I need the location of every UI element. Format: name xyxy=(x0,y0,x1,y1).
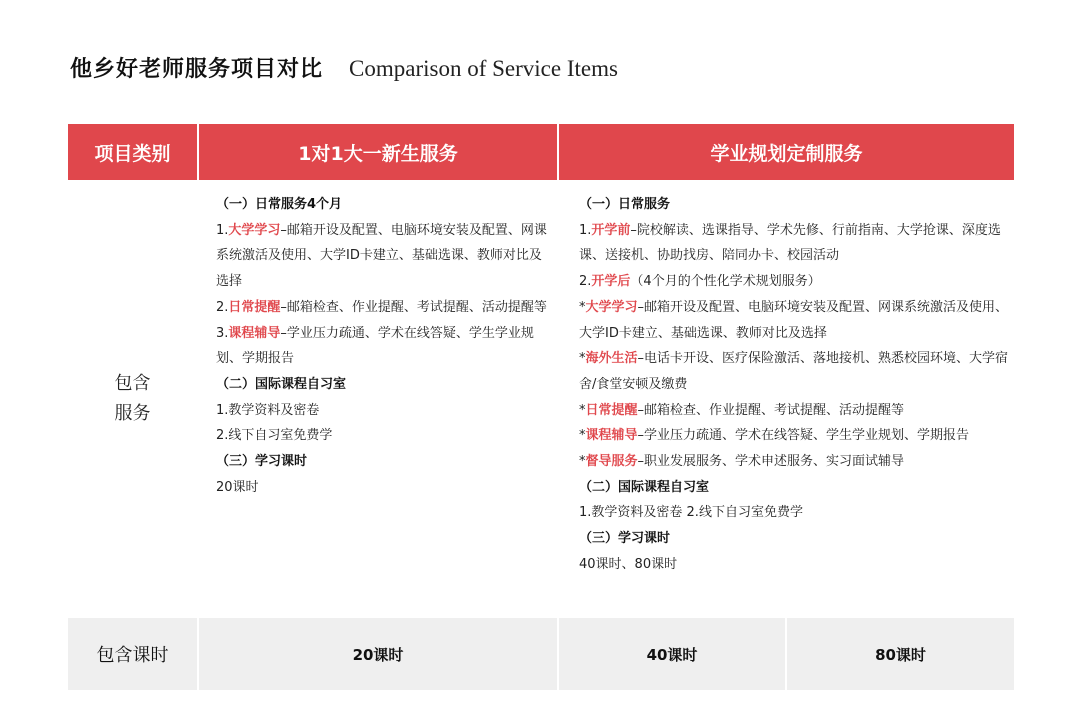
list-item: *日常提醒–邮箱检查、作业提醒、考试提醒、活动提醒等 xyxy=(579,402,905,418)
highlight-term: 督导服务 xyxy=(585,454,638,470)
highlight-term: 开学前 xyxy=(591,222,631,238)
highlight-term: 课程辅导 xyxy=(228,325,281,341)
section-title: （三）学习课时 xyxy=(579,531,671,547)
highlight-term: 日常提醒 xyxy=(228,299,281,315)
row-label-line2: 服务 xyxy=(114,403,151,424)
list-item: *大学学习–邮箱开设及配置、电脑环境安装及配置、网课系统激活及使用、大学ID卡建立、基础选课、教师对比及选择 xyxy=(579,299,1009,341)
list-item: 40课时、80课时 xyxy=(579,556,678,572)
header-service-b: 学业规划定制服务 xyxy=(559,124,1014,180)
service-b-content xyxy=(579,180,1009,578)
highlight-term: 开学后 xyxy=(591,274,631,290)
highlight-term: 海外生活 xyxy=(585,351,638,367)
footer-hours-a: 20课时 xyxy=(199,618,557,690)
service-a-content xyxy=(216,180,552,500)
row-label-line1: 包含 xyxy=(114,373,151,394)
footer-hours-c: 80课时 xyxy=(787,618,1014,690)
row-label-included-services xyxy=(68,180,197,618)
footer-hours-b: 40课时 xyxy=(559,618,785,690)
title-chinese: 他乡好老师服务项目对比 xyxy=(70,57,324,82)
list-item: 1.开学前–院校解读、选课指导、学术先修、行前指南、大学抢课、深度选课、送接机、协助找房、陪同办卡、校园活动 xyxy=(579,222,1001,264)
list-item: 1.大学学习–邮箱开设及配置、电脑环境安装及配置、网课系统激活及使用、大学ID卡建立、基础选课、教师对比及选择 xyxy=(216,222,547,290)
list-item: 2.日常提醒–邮箱检查、作业提醒、考试提醒、活动提醒等 xyxy=(216,299,547,315)
list-item: 1.教学资料及密卷 xyxy=(216,402,320,418)
highlight-term: 日常提醒 xyxy=(585,402,638,418)
list-item: 20课时 xyxy=(216,479,259,495)
list-item: 2.线下自习室免费学 xyxy=(216,428,333,444)
list-item: 3.课程辅导–学业压力疏通、学术在线答疑、学生学业规划、学期报告 xyxy=(216,325,534,367)
title-english: Comparison of Service Items xyxy=(349,56,618,81)
header-service-a: 1对1大一新生服务 xyxy=(199,124,557,180)
header-category: 项目类别 xyxy=(68,124,197,180)
page-title xyxy=(70,52,618,86)
section-title: （一）日常服务 xyxy=(579,197,671,212)
list-item: 2.开学后（4个月的个性化学术规划服务） xyxy=(579,274,821,290)
section-title: （二）国际课程自习室 xyxy=(579,479,710,495)
footer-label: 包含课时 xyxy=(68,618,197,690)
section-title: （一）日常服务4个月 xyxy=(216,197,343,212)
list-item: *督导服务–职业发展服务、学术申述服务、实习面试辅导 xyxy=(579,454,905,470)
highlight-term: 课程辅导 xyxy=(585,428,638,444)
list-item: *课程辅导–学业压力疏通、学术在线答疑、学生学业规划、学期报告 xyxy=(579,428,970,444)
section-title: （二）国际课程自习室 xyxy=(216,376,347,392)
list-item: 1.教学资料及密卷 2.线下自习室免费学 xyxy=(579,505,803,521)
highlight-term: 大学学习 xyxy=(228,222,281,238)
list-item: *海外生活–电话卡开设、医疗保险激活、落地接机、熟悉校园环境、大学宿舍/食堂安顿及缴费 xyxy=(579,351,1009,392)
highlight-term: 大学学习 xyxy=(585,299,638,315)
section-title: （三）学习课时 xyxy=(216,454,308,470)
